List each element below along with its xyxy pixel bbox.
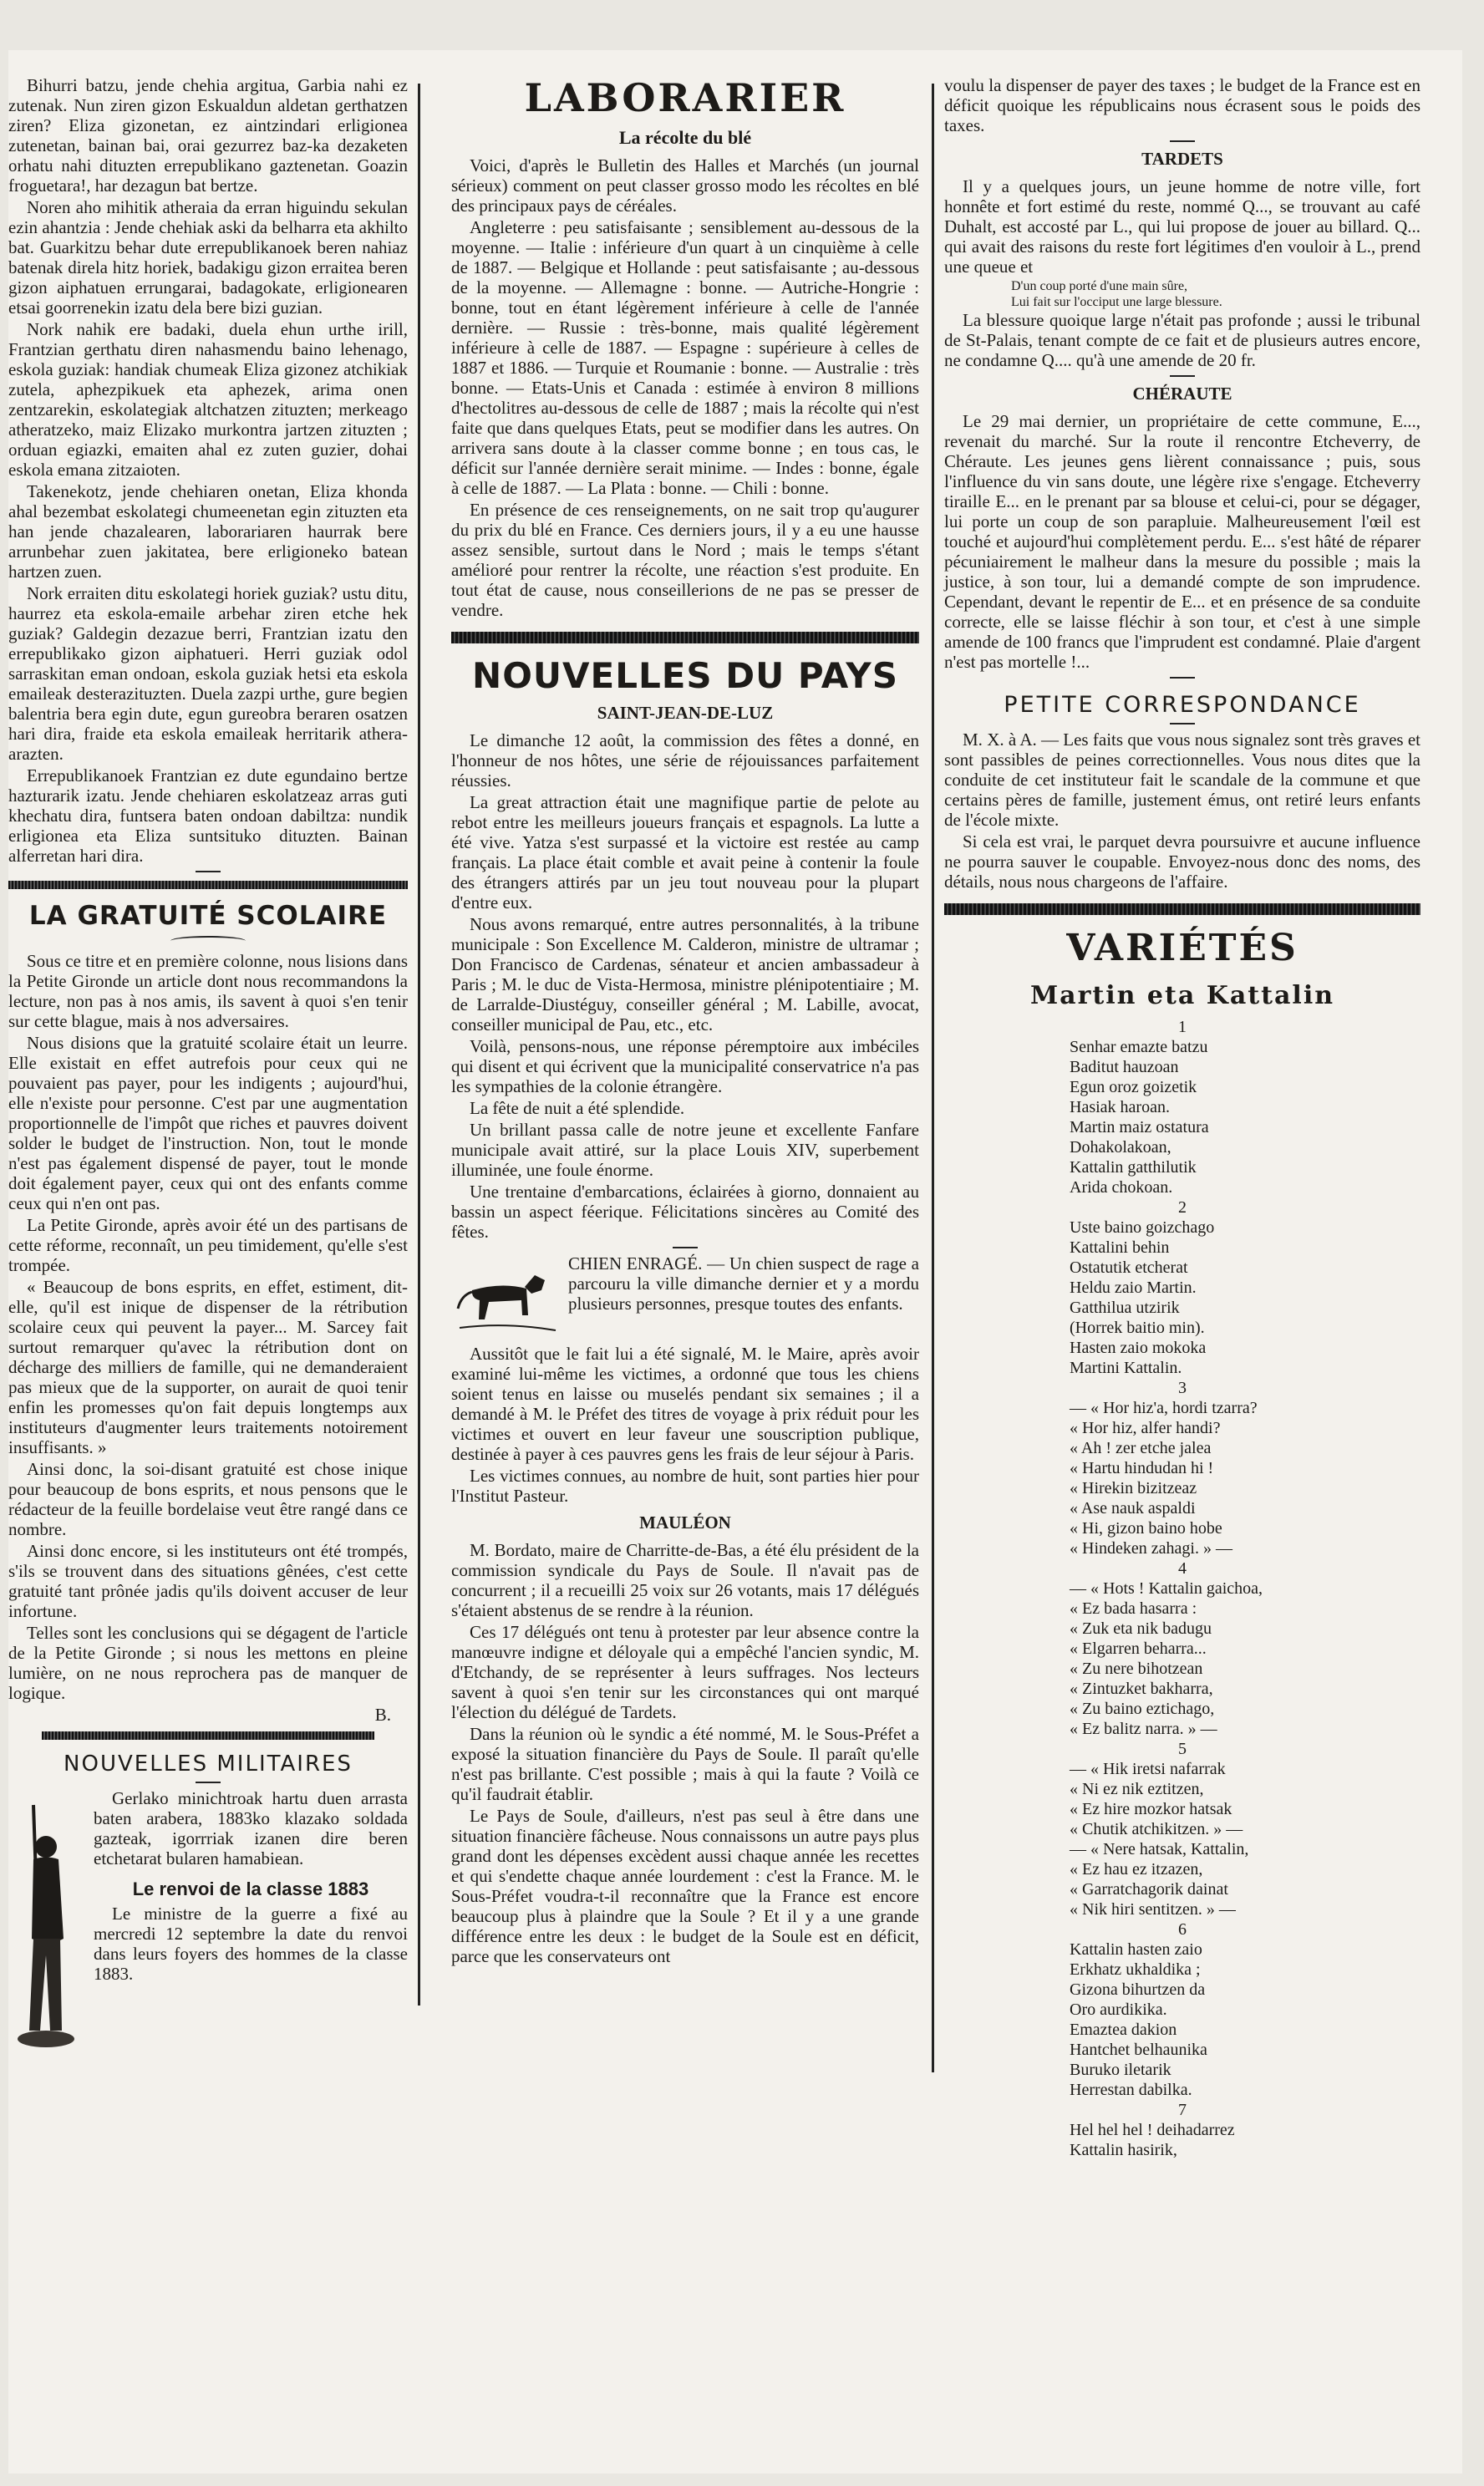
poem-line: « Zintuzket bakharra, — [1070, 1680, 1213, 1698]
laborarier-paragraph: En présence de ces renseignements, on ne sait trop qu'augurer du prix du blé en France. Ces derniers jours, il y a eu une hausse assez sensible, surtout dans le Nord ; mais le temps s'étant amélioré pour rentrer la récolte, une réaction s'est produite. En tout état de cause, nous conseillerions de ne pas se presser de vendre. — [451, 500, 919, 620]
chien-paragraph: Les victimes connues, au nombre de huit, sont parties hier pour l'Institut Pasteur. — [451, 1466, 919, 1506]
poem-line: Hasiak haroan. — [1070, 1098, 1170, 1116]
poem-line: « Zu baino eztichago, — [1070, 1700, 1215, 1718]
poem-line: Baditut hauzoan — [1070, 1058, 1179, 1076]
gratuite-signature: B. — [374, 1705, 391, 1725]
renvoi-paragraph: Le ministre de la guerre a fixé au mercredi 12 septembre la date du renvoi dans leurs foyers des hommes de la classe 1883. — [94, 1904, 408, 1984]
poem-line: « Ez bada hasarra : — [1070, 1599, 1197, 1618]
laborarier-subtitle: La récolte du blé — [618, 127, 752, 148]
poem-line: Buruko iletarik — [1070, 2061, 1171, 2079]
cheraute-title: CHÉRAUTE — [1132, 384, 1232, 404]
poem-line: Gizona bihurtzen da — [1070, 1980, 1206, 1999]
varietes-title: VARIÉTÉS — [1066, 927, 1298, 969]
laborarier-paragraph: Voici, d'après le Bulletin des Halles et Marchés (un journal sérieux) comment on peut classer grosso modo les récoltes en blé des principaux pays de céréales. — [451, 155, 919, 216]
verse-line: D'un coup porté d'une main sûre, — [1011, 279, 1188, 293]
poem-line: Martini Kattalin. — [1070, 1359, 1182, 1377]
stanza-number: 4 — [1178, 1559, 1187, 1578]
column-rule — [418, 84, 420, 2006]
tardets-verse — [1011, 278, 1420, 310]
poem-line: Hasten zaio mokoka — [1070, 1339, 1207, 1357]
poem — [944, 1017, 1420, 2160]
basque-paragraph: Nork nahik ere badaki, duela ehun urthe irill, Frantzian gerthatu diren nahasmendu baino lehenago, eskola guziak: handiak chumeak Eliza gizonez atchikiak zutela, aphezpikuek eta aphezek, arima onen zentzarekin, eskolategiak altchatzen zituzten; merkeago atheratzeko, maiz Elizako murkontra jartzen zituzten ; orduan egiazki, emaiten ahal ez zuten guzier, dohai eskola emana zitzaioten. — [8, 319, 408, 480]
basque-paragraph: Nork erraiten ditu eskolategi horiek guziak? ustu ditu, haurrez eta eskola-emaile arbehar ziren etche hek guziak? Galdegin dezazue berri, Frantzian izatu den errepublikako gizon aiphatueri. Herri guziak odol sarraskitan eman ondoan, eskola guziak hetsi eta eskola emaileak desterazituzten. Duela zazpi urthe, gure begien balentria bera egin dute, egun gureobra beraren osatzen hari dira, fraide eta eskola emaileak herritarik athera-arazten. — [8, 583, 408, 764]
poem-stanza — [1070, 1197, 1420, 1378]
gratuite-paragraph: Ainsi donc, la soi-disant gratuité est chose inique pour beaucoup de bons esprits, et nous pensons que le rédacteur de la feuille bordelaise veut être rangé dans ce nombre. — [8, 1459, 408, 1539]
poem-line: « Nik hiri sentitzen. » — — [1070, 1900, 1236, 1919]
poem-line: (Horrek baitio min). — [1070, 1319, 1205, 1337]
stanza-number: 2 — [1178, 1198, 1187, 1217]
poem-line: Oro aurdikika. — [1070, 2000, 1167, 2019]
basque-paragraph: Takenekotz, jende chehiaren onetan, Eliza khonda ahal bezembat eskolategi chumeenetan egin zituzten eta han jende chazalearen, laborariaren haurrak bere arrunbehar zuen jakitatea, bere erligioneko batean hartzen zuen. — [8, 481, 408, 582]
poem-line: Gatthilua utzirik — [1070, 1299, 1180, 1317]
poem-line: Ostatutik etcherat — [1070, 1258, 1188, 1277]
basque-paragraph: Noren aho mihitik atheraia da erran higuindu sekulan ezin ahantzia : Jende chehiak aski da belharra eta akhilto bat. Guarkitzu behar dute errepublikanoek beren nahiaz batenak direla hitz horiek, badakigu gizon erraitea beren gizon aiphatuen errungarai, badagokate, erligionearen etsai goorrenekin izatu dela bere bizi guzian. — [8, 197, 408, 318]
dog-illustration — [451, 1257, 560, 1340]
poem-line: Martin maiz ostatura — [1070, 1118, 1209, 1136]
basque-paragraph: Bihurri batzu, jende chehia argitua, Garbia nahi ez zutenak. Nun ziren gizon Eskualdun aldetan gerthatzen ziren? Eliza gizonetan, ez aintzindari erligionea zutenetan, bainan bai, orai gezurrez baz-ka dezaketen orhatu nahi dituzten errepublikano gaztenetan. Goazin froguetara!, har dezagun bat bertze. — [8, 75, 408, 196]
correspondance-paragraph-2: Si cela est vrai, le parquet devra poursuivre et aucune influence ne pourra sauver le coupable. Envoyez-nous donc des noms, des détails, nous nous chargeons de l'affaire. — [944, 831, 1420, 892]
poem-line: Kattalin gatthilutik — [1070, 1158, 1197, 1177]
poem-line: — « Hots ! Kattalin gaichoa, — [1070, 1579, 1263, 1598]
column-rule — [932, 84, 934, 2072]
section-rule — [944, 903, 1420, 915]
poem-line: Heldu zaio Martin. — [1070, 1279, 1197, 1297]
poem-line: « Ez hire mozkor hatsak — [1070, 1800, 1232, 1818]
poem-line: « Zu nere bihotzean — [1070, 1660, 1203, 1678]
chien-article — [451, 1344, 919, 1506]
poem-line: Herrestan dabilka. — [1070, 2081, 1192, 2099]
correspondance-title: PETITE CORRESPONDANCE — [1004, 692, 1361, 718]
poem-stanza — [1070, 1558, 1420, 1739]
poem-line: Arida chokoan. — [1070, 1178, 1173, 1197]
stanza-number: 1 — [1178, 1018, 1187, 1036]
gratuite-paragraph: Ainsi donc encore, si les instituteurs ont été trompés, s'ils se trouvent dans des situations gênées, c'est cette gratuité tant prônée jadis qu'ils doivent accuser de leur infortune. — [8, 1541, 408, 1621]
flourish — [170, 936, 246, 946]
poem-line: Egun oroz goizetik — [1070, 1078, 1197, 1096]
poem-line: Hel hel hel ! deihadarrez — [1070, 2121, 1235, 2139]
mauleon-title: MAULÉON — [639, 1512, 731, 1533]
correspondance-paragraph-1: M. X. à A. — Les faits que vous nous signalez sont très graves et sont passibles de peines correctionnelles. Vous nous dites que la conduite de cet instituteur fait le scandale de la commune et que certains pères de famille, justement émus, ont retiré leurs enfants de l'école mixte. — [944, 730, 1420, 830]
gratuite-paragraph: Nous disions que la gratuité scolaire était un leurre. Elle existait en effet autrefois pour ceux qui ne pouvaient pas payer, pour les indigents ; aujourd'hui, elle n'existe pour personne. C'est par une augmentation proportionnelle de l'impôt que riches et pauvres doivent solder le budget de l'instruction. Non, tout le monde n'est pas également dispensé de payer, tout le monde doit également payer, ceux qui ont des enfants comme ceux qui n'en ont pas. — [8, 1033, 408, 1213]
poem-line: Hantchet belhaunika — [1070, 2041, 1207, 2059]
tardets-title: TARDETS — [1141, 149, 1223, 169]
mauleon-paragraph: M. Bordato, maire de Charritte-de-Bas, a été élu président de la commission syndicale du Pays de Soule. Il n'avait pas de concurrent ; il a recueilli 25 voix sur 26 votants, mais 17 délégués s'étaient abstenus de se rendre à la réunion. — [451, 1540, 919, 1620]
stanza-number: 3 — [1178, 1379, 1187, 1397]
mauleon-paragraph: Ces 17 délégués ont tenu à protester par leur absence contre la manœuvre indigne et déloyale qui a empêché l'ancien syndic, M. d'Etchandy, de se représenter à leurs suffrages. Nos lecteurs savent à quoi s'en tenir sur les circonstances qui ont marqué l'élection du délégué de Tardets. — [451, 1622, 919, 1722]
tardets-paragraph-1: Il y a quelques jours, un jeune homme de notre ville, fort honnête et fort estimé du reste, nommé Q..., se trouvant au café Duhalt, est accosté par L., qui lui propose de jouer au billard. Q... qui avait des raisons du reste fort légitimes d'en vouloir à L., prend une queue et — [944, 176, 1420, 277]
poem-stanza — [1070, 2100, 1420, 2160]
sjl-title: SAINT-JEAN-DE-LUZ — [597, 703, 774, 723]
poem-line: « Elgarren beharra... — [1070, 1640, 1207, 1658]
poem-line: « Ez hau ez itzazen, — [1070, 1860, 1203, 1878]
poem-line: « Ni ez nik eztitzen, — [1070, 1780, 1204, 1798]
chien-label: CHIEN ENRAGÉ. — [568, 1253, 703, 1274]
poem-line: Dohakolakoan, — [1070, 1138, 1171, 1157]
section-rule — [8, 881, 408, 889]
poem-line: « Hindeken zahagi. » — — [1070, 1539, 1232, 1558]
section-rule — [42, 1731, 374, 1740]
sjl-paragraph: La fête de nuit a été splendide. — [470, 1098, 685, 1118]
sjl-paragraph: Nous avons remarqué, entre autres personnalités, à la tribune municipale : Son Excellence M. Calderon, ministre de ultramar ; Don Francisco de Cardenas, sénateur et ancien ambassadeur à Paris ; M. le duc de Vista-Hermosa, ministre plénipotentiaire ; M. de Larralde-Diustéguy, conseiller général ; M. Labille, avocat, conseiller municipal de Pau, etc., etc. — [451, 914, 919, 1035]
stanza-number: 7 — [1178, 2101, 1187, 2119]
sjl-paragraph: Une trentaine d'embarcations, éclairées à giorno, donnaient au bassin un aspect féerique. Félicitations sincères au Comité des fêtes. — [451, 1182, 919, 1242]
militaires-title: NOUVELLES MILITAIRES — [64, 1751, 353, 1777]
poem-line: « Ase nauk aspaldi — [1070, 1499, 1196, 1518]
divider — [196, 871, 221, 872]
poem-line: « Garratchagorik dainat — [1070, 1880, 1228, 1899]
mauleon-paragraph: Dans la réunion où le syndic a été nommé, M. le Sous-Préfet a exposé la situation financière du Pays de Soule. Il paraît qu'elle n'est pas brillante. C'est possible ; mais à qui la faute ? Voilà ce qu'il faudrait établir. — [451, 1724, 919, 1804]
column-basque-and-scolaire — [8, 75, 408, 2064]
poem-line: Kattalin hasten zaio — [1070, 1940, 1202, 1959]
poem-stanza — [1070, 1919, 1420, 2100]
poem-line: Uste baino goizchago — [1070, 1218, 1215, 1237]
poem-line: « Hirekin bizitzeaz — [1070, 1479, 1197, 1497]
cheraute-paragraph: Le 29 mai dernier, un propriétaire de cette commune, E..., revenait du marché. Sur la route il rencontre Etcheverry, de Chéraute. Les jeunes gens lièrent connaissance ; puis, sous l'influence du vin sans doute, une légère rixe s'engage. Etcheverry tiraille E... en le prenant par sa blouse et celui-ci, pour se dégager, lui porte un coup de son parapluie. Malheureusement l'œil est touché et aujourd'hui complètement perdu. E... s'est hâté de réparer pécuniairement le malheur dans la mesure du possible ; mais la justice, à son tour, lui a demandé compte de son imprudence. Cependant, devant le repentir de E... et en présence de sa conduite correcte, elle se laisse fléchir à son tour, et c'est à une simple amende de 100 francs que l'imprudent est condamné. Plaie d'argent n'est pas mortelle !... — [944, 411, 1420, 672]
soldier-illustration — [8, 1788, 84, 2064]
verse-line: Lui fait sur l'occiput une large blessure. — [1011, 295, 1222, 309]
gratuite-article — [8, 951, 408, 1703]
poem-stanza — [1070, 1017, 1420, 1197]
divider — [196, 1782, 221, 1783]
gratuite-paragraph: Sous ce titre et en première colonne, nous lisions dans la Petite Gironde un article dont nous recommandons la lecture, non pas à nos amis, ils savent à quoi s'en tenir sur cette blague, mais à nos adversaires. — [8, 951, 408, 1031]
poem-line: « Chutik atchikitzen. » — — [1070, 1820, 1243, 1838]
gratuite-paragraph: Telles sont les conclusions qui se dégagent de l'article de la Petite Gironde ; si nous les mettons en pleine lumière, on ne nous reprochera pas de manquer de logique. — [8, 1623, 408, 1703]
newspaper-page — [8, 50, 1462, 2473]
divider — [1170, 723, 1195, 724]
gratuite-title: LA GRATUITÉ SCOLAIRE — [28, 901, 388, 931]
chien-paragraph: Aussitôt que le fait lui a été signalé, M. le Maire, après avoir examiné lui-même les victimes, a ordonné que tous les chiens soient tenus en laisse ou muselés pendant six semaines ; il a demandé à M. le Préfet des titres de voyage à prix réduit pour les victimes et ouvert en leur faveur une souscription publique, destinée à payer à ces pauvres gens les frais de leur séjour à Paris. — [451, 1344, 919, 1464]
column-laborarier-and-nouvelles — [451, 75, 919, 1968]
divider — [1170, 140, 1195, 142]
gratuite-paragraph: La Petite Gironde, après avoir été un des partisans de cette réforme, reconnaît, un peu timidement, qu'elle s'est trompée. — [8, 1215, 408, 1275]
column-chroniques-and-varietes — [944, 75, 1420, 2160]
poem-line: « Hi, gizon baino hobe — [1070, 1519, 1222, 1538]
poem-line: — « Hik iretsi nafarrak — [1070, 1760, 1226, 1778]
mauleon-continuation: voulu la dispenser de payer des taxes ; le budget de la France est en déficit quoique les républicains nous écrasent sous le poids des taxes. — [944, 75, 1420, 135]
nouvelles-title: NOUVELLES DU PAYS — [472, 655, 898, 696]
section-rule — [451, 632, 919, 643]
divider — [673, 1247, 698, 1248]
laborarier-paragraph: Angleterre : peu satisfaisante ; sensiblement au-dessous de la moyenne. — Italie : inférieure d'un quart à un cinquième à celle de 1887. — Belgique et Hollande : peut satisfaisante ; au-dessous de la moyenne. — Allemagne : bonne. — Autriche-Hongrie : bonne, tout en étant légèrement inférieure à celle de l'année dernière. — Russie : très-bonne, mais qualité légèrement inférieure à celle de 1887. — Espagne : supérieure à celles de 1887 et 1886. — Turquie et Roumanie : bonne. — Australie : très bonne. — Etats-Unis et Canada : estimée à environ 8 millions d'hectolitres au-dessous de celle de 1887 ; mais la récolte qui n'est faite que dans quelques Etats, peut se modifier dans les autres. On arrivera sans doute à la classer comme bonne ; en tous cas, le déficit sur l'année dernière serait minime. — Indes : bonne, égale à celle de 1887. — La Plata : bonne. — Chili : bonne. — [451, 217, 919, 498]
poem-line: Senhar emazte batzu — [1070, 1038, 1208, 1056]
sjl-paragraph: La great attraction était une magnifique partie de pelote au rebot entre les meilleurs joueurs français et espagnols. La lutte a été vive. Yatza s'est surpassé et la victoire est restée au camp français. La place était comble et avait peine à contenir la foule des étrangers attirés par un jeu tout nouveau pour la plupart d'entre eux. — [451, 792, 919, 913]
sjl-paragraph: Le dimanche 12 août, la commission des fêtes a donné, en l'honneur de nos hôtes, une série de réjouissances parfaitement réussies. — [451, 730, 919, 791]
chien-text: — Un chien suspect de rage a parcouru la ville dimanche dernier et y a mordu plusieurs personnes, presque toutes des enfants. — [568, 1253, 919, 1314]
poem-line: Erkhatz ukhaldika ; — [1070, 1960, 1201, 1979]
dog-icon — [451, 1257, 560, 1340]
poem-line: « Hor hiz, alfer handi? — [1070, 1419, 1221, 1437]
sjl-paragraph: Un brillant passa calle de notre jeune et excellente Fanfare municipale avait attiré, sur la place Louis XIV, superbement illuminée, une foule énorme. — [451, 1120, 919, 1180]
mauleon-paragraph: Le Pays de Soule, d'ailleurs, n'est pas seul à être dans une situation financière fâcheuse. Nous connaissons un autre pays plus grand dont les dépenses excèdent aussi chaque année les recettes et qui s'endette chaque année lourdement : c'est la France. M. le Sous-Préfet voudra-t-il reconnaître que la France est encore beaucoup plus à plaindre que la Soule ? Et il y a une grande différence entre les deux : le budget de la Soule est en déficit, parce que les conservateurs ont — [451, 1806, 919, 1966]
stanza-number: 6 — [1178, 1920, 1187, 1939]
tardets-paragraph-2: La blessure quoique large n'était pas profonde ; aussi le tribunal de St-Palais, tenant compte de ce fait et de plusieurs autres encore, ne condamne Q.... qu'à une amende de 20 fr. — [944, 310, 1420, 370]
poem-line: « Hartu hindudan hi ! — [1070, 1459, 1214, 1477]
sjl-article — [451, 730, 919, 1242]
sjl-paragraph: Voilà, pensons-nous, une réponse péremptoire aux imbéciles qui disent et qui écrivent que la municipalité conservatrice n'a pas les sympathies de la colonie étrangère. — [451, 1036, 919, 1096]
soldier-icon — [8, 1788, 84, 2064]
poem-line: — « Hor hiz'a, hordi tzarra? — [1070, 1399, 1258, 1417]
divider — [1170, 677, 1195, 679]
poem-line: « Ah ! zer etche jalea — [1070, 1439, 1212, 1457]
poem-stanza — [1070, 1739, 1420, 1919]
stanza-number: 5 — [1178, 1740, 1187, 1758]
basque-article — [8, 75, 408, 764]
laborarier-title: LABORARIER — [524, 75, 846, 120]
poem-stanza — [1070, 1378, 1420, 1558]
poem-line: Kattalin hasirik, — [1070, 2141, 1177, 2159]
gratuite-paragraph: « Beaucoup de bons esprits, en effet, estiment, dit-elle, qu'il est inique de dispenser de la rétribution scolaire ceux qui peuvent la payer... M. Sarcey fait surtout remarquer qu'avec la rétribution dont on décharge des milliers de famille, qui ne demanderaient pas mieux que de la supporter, on aurait de quoi tenir enfin les promesses qu'on fait depuis longtemps aux instituteurs d'augmenter leurs traitements notoirement insuffisants. » — [8, 1277, 408, 1457]
poem-line: Emaztea dakion — [1070, 2021, 1177, 2039]
poem-line: « Ez balitz narra. » — — [1070, 1720, 1217, 1738]
poem-line: Kattalini behin — [1070, 1238, 1170, 1257]
basque-closing-paragraph: Errepublikanoek Frantzian ez dute egundaino bertze hazturarik izatu. Jende chehiaren eskolatzeaz arras guti khechatu dira, funtsera baten ondoan dabiltza: nundik erligionea eta Eliza suntsituko dituzten. Bainan alferretan hari dira. — [8, 765, 408, 866]
poem-title: Martin eta Kattalin — [1029, 981, 1335, 1010]
renvoi-title: Le renvoi de la classe 1883 — [132, 1878, 369, 1899]
poem-line: — « Nere hatsak, Kattalin, — [1070, 1840, 1249, 1858]
poem-line: « Zuk eta nik badugu — [1070, 1619, 1212, 1638]
militaires-basque-paragraph: Gerlako minichtroak hartu duen arrasta baten arabera, 1883ko klazako soldada gazteak, igorrriak izanen dire beren etchetarat bularen hamabiean. — [94, 1788, 408, 1868]
divider — [1170, 375, 1195, 377]
laborarier-article — [451, 155, 919, 620]
mauleon-article — [451, 1540, 919, 1966]
